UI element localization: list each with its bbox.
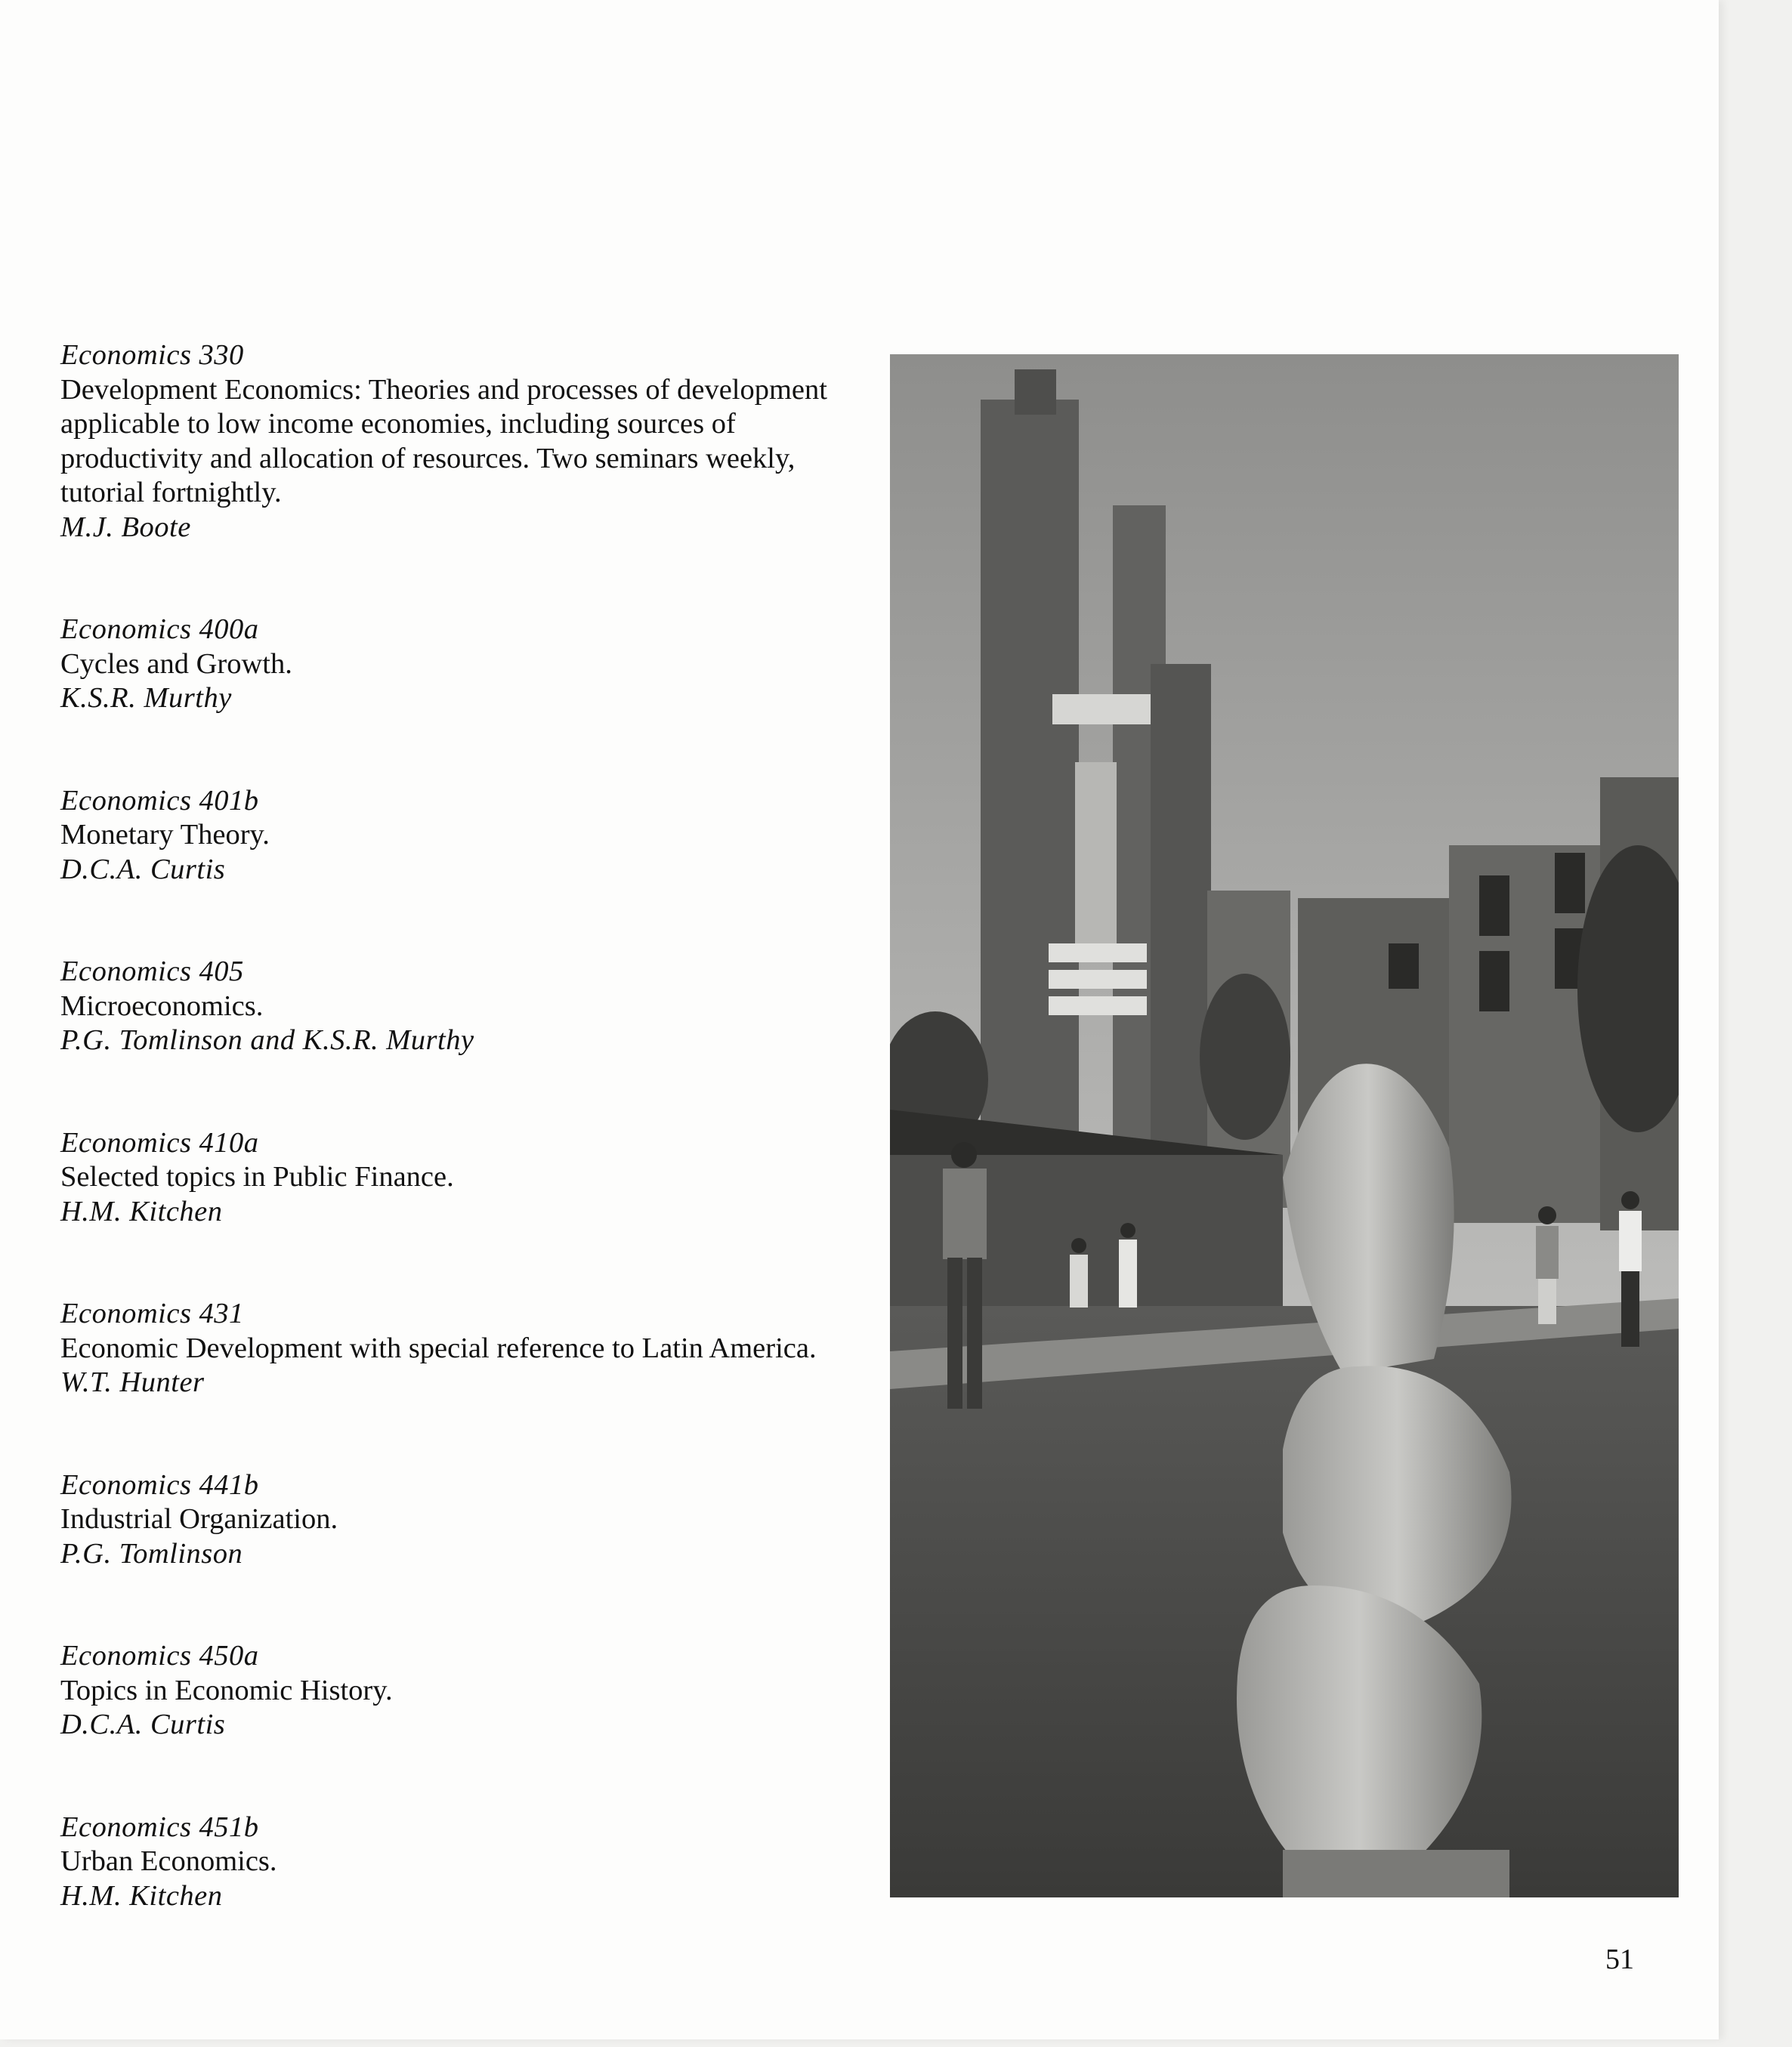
campus-photograph (890, 354, 1679, 1897)
course-entry (60, 1811, 846, 1914)
course-description: Monetary Theory. (60, 819, 270, 851)
course-list (60, 338, 846, 1981)
course-description: Microeconomics. (60, 990, 264, 1022)
course-instructor: P.G. Tomlinson and K.S.R. Murthy (60, 1024, 474, 1056)
course-entry (60, 613, 846, 716)
course-code: Economics 400a (60, 613, 259, 645)
course-instructor: D.C.A. Curtis (60, 1709, 226, 1740)
course-instructor: W.T. Hunter (60, 1366, 205, 1398)
course-entry (60, 1126, 846, 1230)
course-code: Economics 450a (60, 1640, 259, 1672)
course-entry (60, 955, 846, 1058)
course-description: Development Economics: Theories and processes of development applicable to low income economies, including sources of productivity and allocation of resources. Two seminars weekly, tutorial fortnightly. (60, 373, 827, 508)
course-code: Economics 401b (60, 784, 259, 817)
course-entry (60, 1639, 846, 1743)
course-entry (60, 1468, 846, 1572)
course-instructor: M.J. Boote (60, 511, 191, 543)
course-description: Urban Economics. (60, 1845, 277, 1877)
course-description: Industrial Organization. (60, 1503, 338, 1535)
course-description: Cycles and Growth. (60, 647, 292, 680)
tree (1200, 974, 1290, 1140)
course-code: Economics 441b (60, 1468, 259, 1501)
course-entry (60, 338, 846, 545)
course-code: Economics 431 (60, 1298, 244, 1329)
course-instructor: P.G. Tomlinson (60, 1537, 243, 1570)
course-code: Economics 410a (60, 1126, 259, 1159)
course-instructor: H.M. Kitchen (60, 1879, 223, 1912)
page-number: 51 (1605, 1944, 1634, 1975)
course-code: Economics 451b (60, 1811, 259, 1843)
course-code: Economics 330 (60, 339, 244, 371)
course-entry (60, 784, 846, 888)
course-instructor: D.C.A. Curtis (60, 853, 226, 885)
course-instructor: K.S.R. Murthy (60, 682, 232, 714)
course-description: Topics in Economic History. (60, 1674, 393, 1706)
campus-photo-illustration (890, 354, 1679, 1897)
course-code: Economics 405 (60, 956, 244, 987)
course-entry (60, 1297, 846, 1400)
course-description: Selected topics in Public Finance. (60, 1161, 454, 1193)
course-description: Economic Development with special reference to Latin America. (60, 1332, 817, 1364)
course-instructor: H.M. Kitchen (60, 1195, 223, 1227)
